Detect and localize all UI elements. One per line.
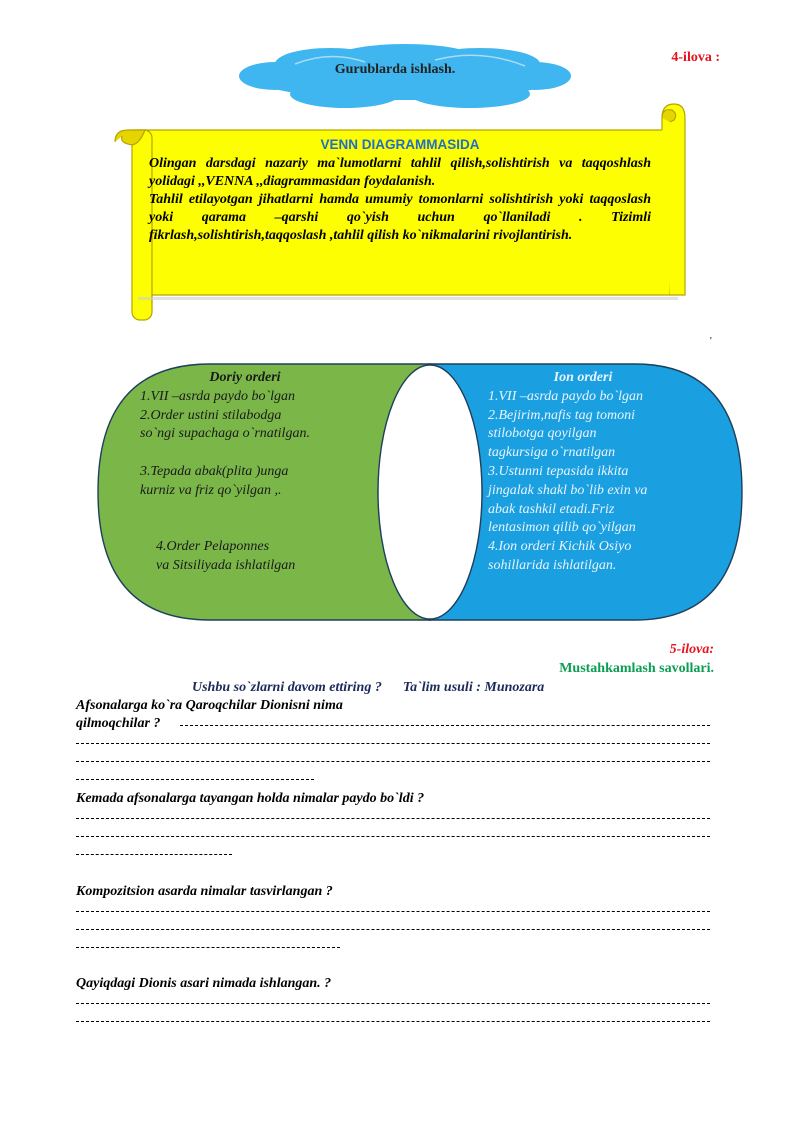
cloud-title: Gurublarda ishlash. bbox=[334, 62, 456, 77]
answer-line[interactable] bbox=[76, 770, 314, 788]
question-1: Afsonalarga ko`ra Qaroqchilar Dionisni nima bbox=[76, 698, 343, 713]
doric-line: 1.VII –asrda paydo bo`lgan bbox=[140, 388, 296, 404]
scroll-paragraph-2: Tahlil etilayotgan jihatlarni hamda umumiy tomonlarni solishtirish yoki taqqoslash yoki qarama –qarshi qo`yish uchun qo`llaniladi . Tizimli fikrlash,solishtirish,taqqoslash ,tahlil qilish ko`nikmalarini rivojlantirish. bbox=[149, 192, 651, 243]
question-4: Qayiqdagi Dionis asari nimada ishlangan. ? bbox=[76, 976, 332, 991]
ionic-title: Ion orderi bbox=[553, 370, 613, 385]
answer-line[interactable] bbox=[76, 845, 232, 863]
scroll-paragraph-1: Olingan darsdagi nazariy ma`lumotlarni tahlil qilish,solishtirish va taqqoshlash yolidagi ,,VENNA ,,diagrammasidan foydalanish. bbox=[149, 156, 651, 189]
answer-line[interactable] bbox=[76, 734, 710, 752]
ionic-line: jingalak shakl bo`lib exin va bbox=[488, 482, 648, 498]
doric-line: va Sitsiliyada ishlatilgan bbox=[156, 557, 296, 573]
answer-line[interactable] bbox=[76, 752, 710, 770]
answer-line[interactable] bbox=[76, 920, 710, 938]
answer-line[interactable] bbox=[76, 938, 340, 956]
ionic-line: stilobotga qoyilgan bbox=[488, 426, 597, 442]
ionic-line: lentasimon qilib qo`yilgan bbox=[488, 520, 636, 536]
ionic-line: 3.Ustunni tepasida ikkita bbox=[488, 463, 629, 479]
ionic-line: abak tashkil etadi.Friz bbox=[488, 501, 615, 517]
answer-line[interactable] bbox=[76, 827, 710, 845]
stray-mark: ' bbox=[710, 336, 712, 347]
doric-order-column bbox=[140, 369, 400, 576]
appendix-label-5: 5-ilova: bbox=[669, 642, 714, 657]
doric-line bbox=[140, 519, 400, 538]
doric-line: so`ngi supachaga o`rnatilgan. bbox=[140, 426, 310, 442]
ionic-line: sohillarida ishlatilgan. bbox=[488, 557, 617, 573]
ionic-line: 2.Bejirim,nafis tag tomoni bbox=[488, 407, 635, 423]
doric-line: 3.Tepada abak(plita )unga bbox=[140, 463, 289, 479]
answer-line[interactable] bbox=[76, 1012, 710, 1030]
doric-line: 4.Order Pelaponnes bbox=[156, 539, 270, 555]
ionic-order-column bbox=[488, 369, 698, 576]
answer-line[interactable] bbox=[76, 902, 710, 920]
ionic-line: tagkursiga o`rnatilgan bbox=[488, 445, 616, 461]
instruction-line: Ushbu so`zlarni davom ettiring ? Ta`lim usuli : Munozara bbox=[192, 680, 545, 695]
appendix-label-4: 4-ilova : bbox=[671, 50, 720, 65]
answer-line[interactable] bbox=[76, 809, 710, 827]
question-2: Kemada afsonalarga tayangan holda nimalar paydo bo`ldi ? bbox=[76, 791, 425, 806]
ionic-line: 1.VII –asrda paydo bo`lgan bbox=[488, 388, 644, 404]
doric-line bbox=[140, 501, 400, 520]
venn-section-title: VENN DIAGRAMMASIDA bbox=[320, 137, 480, 152]
doric-title: Doriy orderi bbox=[209, 370, 281, 385]
question-1-cont: qilmoqchilar ? bbox=[76, 716, 161, 731]
scroll-body bbox=[149, 155, 651, 245]
question-3: Kompozitsion asarda nimalar tasvirlangan ? bbox=[76, 884, 333, 899]
reinforcement-questions-title: Mustahkamlash savollari. bbox=[559, 661, 714, 676]
doric-line bbox=[140, 444, 400, 463]
ionic-line: 4.Ion orderi Kichik Osiyo bbox=[488, 539, 632, 555]
doric-line: kurniz va friz qo`yilgan ,. bbox=[140, 482, 282, 498]
answer-line[interactable] bbox=[76, 994, 710, 1012]
doric-line: 2.Order ustini stilabodga bbox=[140, 407, 282, 423]
answer-line[interactable] bbox=[180, 716, 710, 734]
